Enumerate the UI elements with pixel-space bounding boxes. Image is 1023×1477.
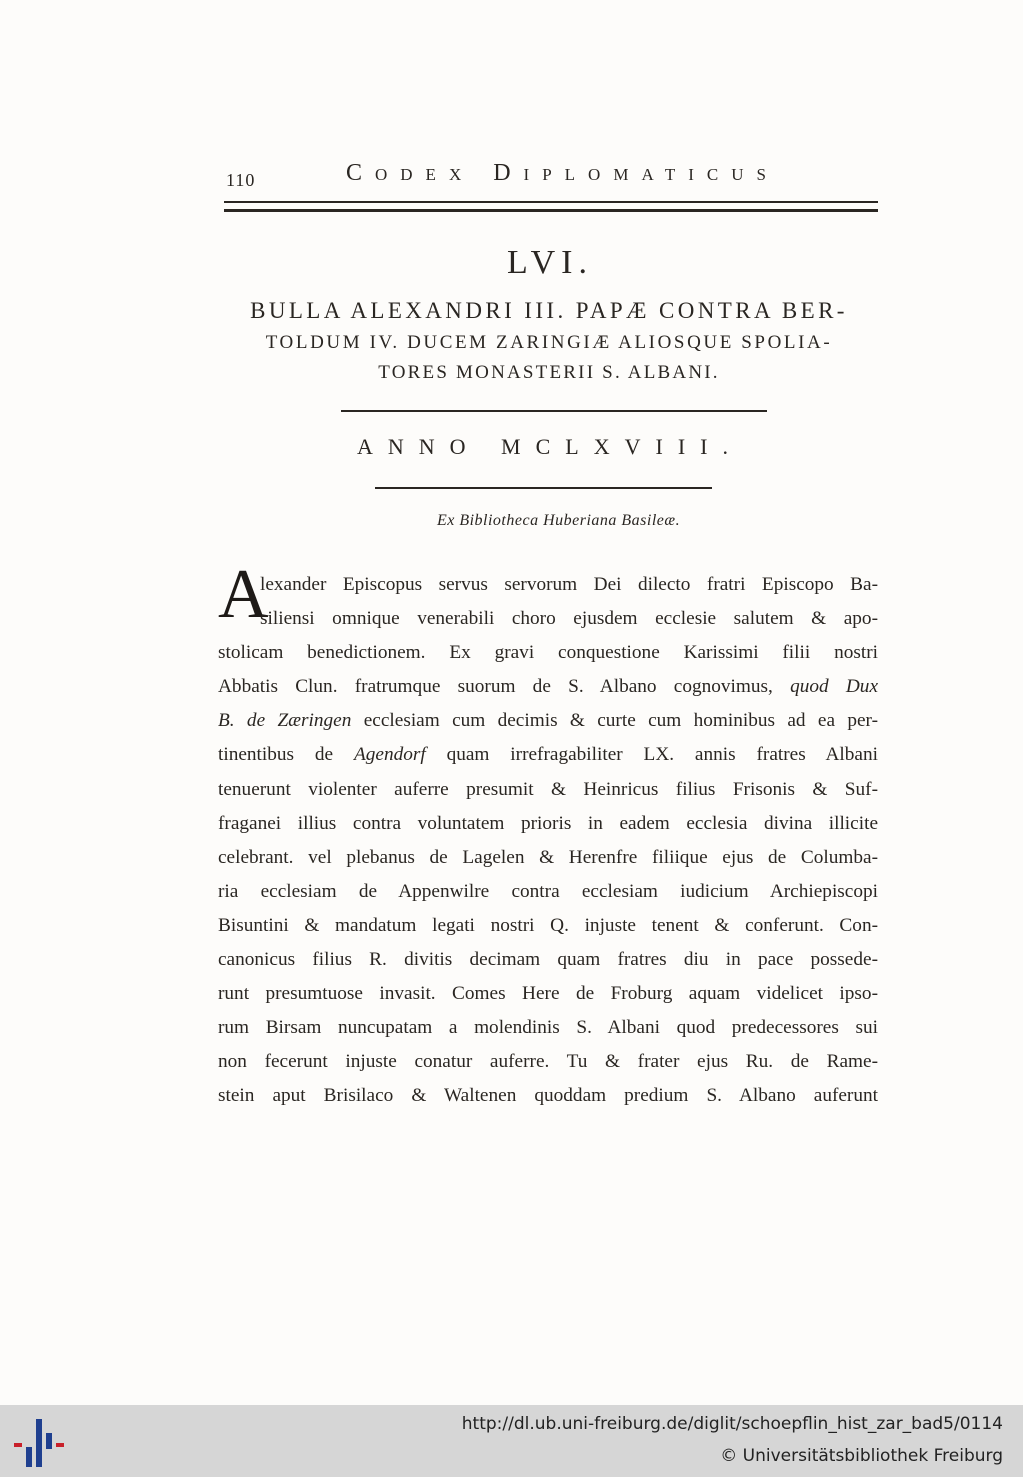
text-line [218,670,878,704]
drop-cap-initial: A [218,556,269,633]
source-note: Ex Bibliotheca Huberiana Basileæ. [436,512,681,529]
document-title-line: TOLDUM IV. DUCEM ZARINGIÆ ALIOSQUE SPOLIA- [265,332,833,353]
text-line [218,738,878,772]
page-number: 110 [226,170,256,190]
text-line: stolicam benedictionem. Ex gravi conquestione Karissimi filii nostri [218,642,878,664]
body-text [218,568,878,1114]
text-line: siliensi omnique venerabili choro ejusdem ecclesie salutem & apo- [260,608,878,630]
text-line: stein aput Brisilaco & Waltenen quoddam predium S. Albano auferunt [218,1085,878,1107]
ub-freiburg-logo-icon[interactable] [14,1419,66,1467]
text-segment: Abbatis Clun. fratrumque suorum de S. Albano cognovimus, [218,676,773,698]
year-divider-rule [375,487,712,489]
text-line: non fecerunt injuste conatur auferre. Tu & frater ejus Ru. de Rame- [218,1051,878,1073]
italic-segment: B. de Zæringen [218,710,352,732]
italic-segment: Agendorf [353,744,426,766]
copyright-notice: © Universitätsbibliothek Freiburg [720,1446,1003,1466]
title-divider-rule [341,410,767,412]
footer-bar [0,1405,1023,1477]
document-title [218,294,880,388]
permalink-url[interactable]: http://dl.ub.uni-freiburg.de/diglit/schoepflin_hist_zar_bad5/0114 [461,1414,1003,1434]
text-line: tenuerunt violenter auferre presumit & Heinricus filius Frisonis & Suf- [218,778,878,800]
text-line: ria ecclesiam de Appenwilre contra ecclesiam iudicium Archiepiscopi [218,880,878,902]
text-segment: ecclesiam cum decimis & curte cum hominibus ad ea per- [363,710,878,732]
document-year: ANNO MCLXVIII. [357,434,743,459]
text-line: lexander Episcopus servus servorum Dei dilecto fratri Episcopo Ba- [260,574,878,595]
text-segment: quam irrefragabiliter LX. annis fratres Albani [446,744,878,766]
header-double-rule [224,201,878,212]
text-line: canonicus filius R. divitis decimam quam fratres diu in pace possede- [218,949,878,971]
text-line [218,704,878,738]
text-line: celebrant. vel plebanus de Lagelen & Herenfre filiique ejus de Columba- [218,846,878,868]
document-title-line: BULLA ALEXANDRI III. PAPÆ CONTRA BER- [250,298,848,323]
text-line: rum Birsam nuncupatam a molendinis S. Albani quod predecessores sui [218,1017,878,1039]
text-line: runt presumtuose invasit. Comes Here de Froburg aquam videlicet ipso- [218,983,878,1005]
text-line: fraganei illius contra voluntatem prioris in eadem ecclesia divina illicite [218,812,878,834]
document-number: LVI. [506,244,594,281]
text-line: Bisuntini & mandatum legati nostri Q. injuste tenent & conferunt. Con- [218,914,878,936]
document-title-line: TORES MONASTERII S. ALBANI. [378,362,720,383]
italic-segment: quod Dux [790,676,878,698]
running-head [226,160,876,192]
text-segment: tinentibus de [218,744,334,766]
running-title: Codex Diplomaticus [346,160,779,186]
